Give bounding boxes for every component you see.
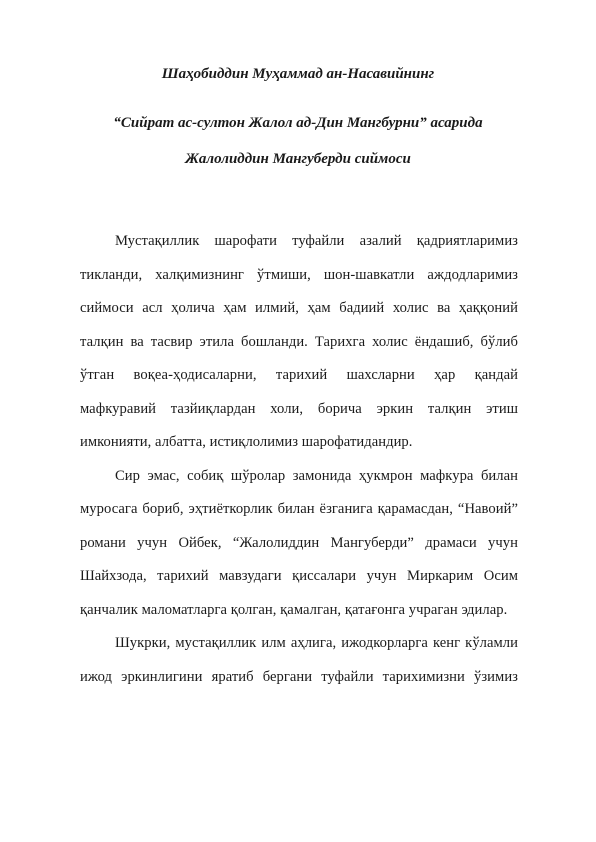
document-body: [80, 225, 518, 694]
title-line-3: Жалолиддин Мангуберди сиймоси: [185, 151, 411, 167]
paragraph-3: Шукрки, мустақиллик илм аҳлига, ижодкорларга кенг кўламли ижод эркинлигини яратиб бергани туфайли тарихимизни ўзимиз: [80, 635, 518, 685]
title-line-2: “Сийрат ас-султон Жалол ад-Дин Мангбурни” асарида: [113, 115, 483, 131]
paragraph-1: Мустақиллик шарофати туфайли азалий қадриятларимиз тикланди, халқимизнинг ўтмиши, шон-шавкатли аждодларимиз сиймоси асл ҳолича ҳам илмий, ҳам бадиий холис ва ҳаққоний талқин ва тасвир этила бошланди. Тарихга холис ёндашиб, бўлиб ўтган воқеа-ҳодисаларни, тарихий шахсларни ҳар қандай мафкуравий тазйиқлардан холи, борича эркин талқин этиш имконияти, албатта, истиқлолимиз шарофатидандир.: [80, 233, 518, 450]
paragraph-2: Сир эмас, собиқ шўролар замонида ҳукмрон мафкура билан муросага бориб, эҳтиёткорлик билан ёзганига қарамасдан, “Навоий” романи учун Ойбек, “Жалолиддин Мангуберди” драмаси учун Шайхзода, тарихий мавзудаги қиссалари учун Миркарим Осим қанчалик маломатларга қолган, қамалган, қатағонга учраган эдилар.: [80, 467, 518, 618]
title-line-1: Шаҳобиддин Муҳаммад ан-Насавийнинг: [161, 66, 435, 82]
